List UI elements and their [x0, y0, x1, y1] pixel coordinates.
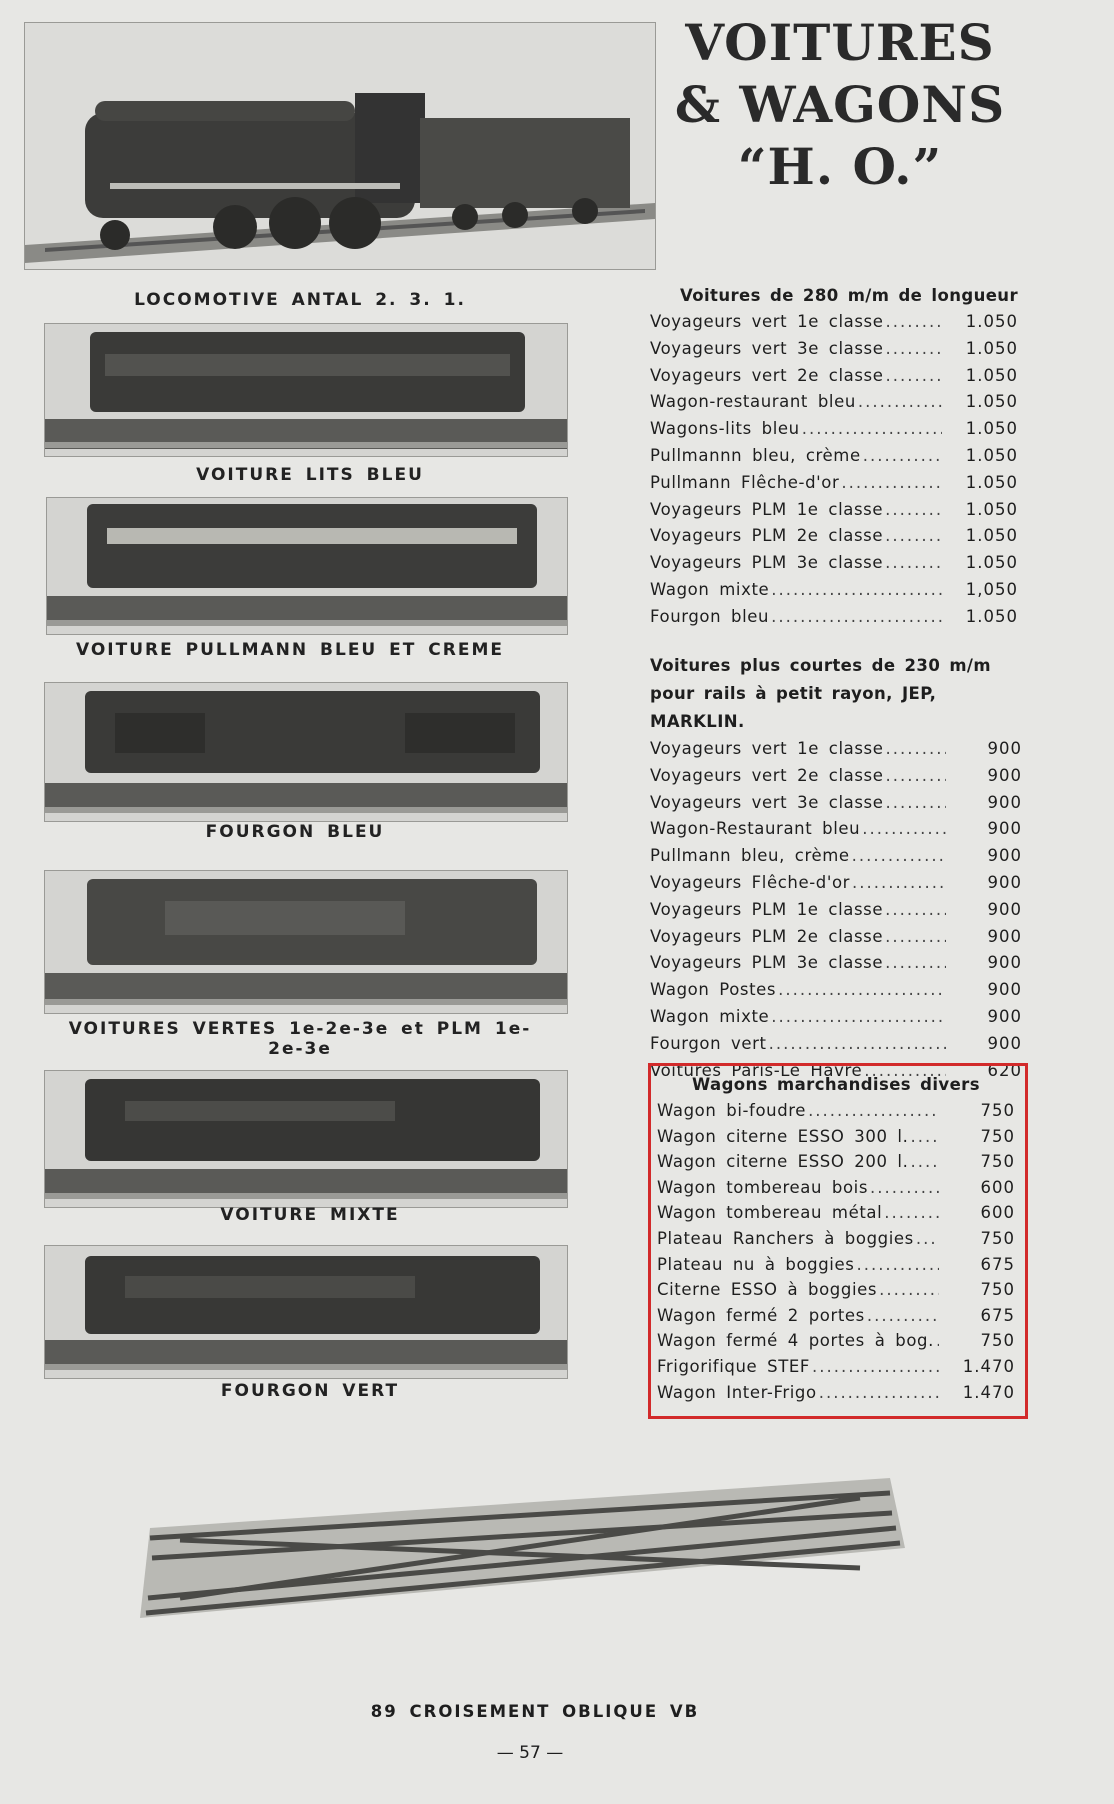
item-name: Voyageurs vert 3e classe	[650, 338, 884, 358]
item-price: 900	[987, 872, 1022, 892]
dot-leader	[808, 1098, 939, 1124]
price-row	[650, 870, 1022, 897]
item-name: Wagon-restaurant bleu	[650, 392, 856, 412]
dot-leader	[862, 816, 946, 843]
page-number: — 57 —	[496, 1743, 564, 1763]
price-row	[650, 816, 1022, 843]
price-row	[650, 363, 1018, 390]
price-row	[650, 550, 1018, 577]
item-price: 750	[980, 1228, 1015, 1248]
item-name: Voyageurs PLM 1e classe	[650, 499, 884, 519]
price-row	[650, 736, 1022, 763]
dot-leader	[886, 763, 946, 790]
photo-pullmann	[46, 497, 568, 635]
dot-leader	[885, 950, 946, 977]
dot-leader	[858, 389, 942, 416]
item-price: 900	[987, 792, 1022, 812]
item-name: Voitures Paris-Le Havre	[650, 1060, 863, 1080]
dot-leader	[879, 1277, 939, 1303]
item-name: Wagon mixte	[650, 579, 770, 599]
price-row	[657, 1226, 1015, 1252]
highlight-box-marchandises	[648, 1063, 1028, 1419]
item-name: Wagon tombereau métal	[657, 1203, 883, 1223]
item-price: 900	[987, 846, 1022, 866]
dot-leader	[916, 1226, 939, 1252]
item-price: 600	[980, 1177, 1015, 1197]
price-row	[650, 416, 1018, 443]
dot-leader	[812, 1354, 939, 1380]
photo-croisement	[120, 1468, 920, 1638]
item-name: Wagons-lits bleu	[650, 419, 800, 439]
caption-voitures-vertes: VOITURES VERTES 1e-2e-3e et PLM 1e-2e-3e	[68, 1019, 532, 1059]
price-row	[657, 1149, 1015, 1175]
price-row	[650, 977, 1022, 1004]
photo-fourgon-vert	[44, 1245, 568, 1379]
item-price: 1,050	[965, 579, 1018, 599]
item-price: 750	[980, 1126, 1015, 1146]
section-heading-230mm: Voitures plus courtes de 230 m/m pour rails à petit rayon, JEP, MARKLIN.	[650, 656, 991, 731]
photo-voiture-lits	[44, 323, 568, 457]
photo-voiture-mixte	[44, 1070, 568, 1208]
photo-voitures-vertes	[44, 870, 568, 1014]
item-name: Fourgon vert	[650, 1033, 767, 1053]
dot-leader	[884, 1200, 939, 1226]
item-price: 1.050	[965, 526, 1018, 546]
item-price: 1.470	[962, 1356, 1015, 1376]
item-name: Voyageurs vert 1e classe	[650, 312, 884, 331]
item-price: 1.050	[965, 392, 1018, 412]
item-name: Wagon fermé 2 portes	[657, 1305, 865, 1325]
page-title	[670, 12, 1010, 198]
item-name: Fourgon bleu	[650, 606, 770, 626]
item-name: Voyageurs PLM 1e classe	[650, 899, 884, 919]
item-price: 1.050	[965, 338, 1018, 358]
dot-leader	[769, 1031, 946, 1058]
dot-leader	[885, 497, 942, 524]
dot-leader	[802, 416, 942, 443]
price-row	[657, 1098, 1015, 1124]
item-name: Wagon fermé 4 portes à bog.	[657, 1331, 934, 1351]
price-row	[657, 1380, 1015, 1406]
item-name: Pullmannn bleu, crème	[650, 445, 861, 465]
item-price: 1.050	[965, 445, 1018, 465]
price-row	[657, 1277, 1015, 1303]
dot-leader	[885, 550, 942, 577]
price-row	[657, 1328, 1015, 1354]
locomotive-photo	[24, 22, 656, 270]
dot-leader	[852, 870, 946, 897]
price-row	[650, 389, 1018, 416]
item-name: Wagon bi-foudre	[657, 1101, 807, 1120]
item-name: Wagon mixte	[650, 1006, 770, 1026]
price-row	[650, 523, 1018, 550]
item-price: 900	[987, 953, 1022, 973]
dot-leader	[819, 1380, 939, 1406]
item-name: Wagon Postes	[650, 980, 777, 1000]
caption-fourgon-vert: FOURGON VERT	[220, 1381, 400, 1401]
item-name: Wagon citerne ESSO 200 l.	[657, 1152, 909, 1172]
price-row	[650, 1031, 1022, 1058]
section-heading-marchandises: Wagons marchandises divers	[692, 1075, 980, 1094]
dot-leader	[886, 736, 946, 763]
item-price: 1.050	[965, 472, 1018, 492]
item-price: 750	[980, 1101, 1015, 1120]
caption-locomotive: LOCOMOTIVE ANTAL 2. 3. 1.	[134, 290, 466, 310]
title-line-3: “H. O.”	[737, 137, 943, 196]
item-price: 1.470	[962, 1382, 1015, 1402]
price-list-230mm	[650, 652, 1022, 1084]
item-name: Voyageurs PLM 2e classe	[650, 926, 884, 946]
item-name: Voyageurs vert 2e classe	[650, 365, 884, 385]
item-price: 1.050	[965, 312, 1018, 331]
item-name: Frigorifique STEF	[657, 1356, 810, 1376]
dot-leader	[910, 1124, 939, 1150]
title-line-2: & WAGONS	[674, 75, 1006, 134]
dot-leader	[863, 443, 942, 470]
title-line-1: VOITURES	[685, 13, 995, 72]
item-name: Voyageurs PLM 3e classe	[650, 953, 884, 973]
dot-leader	[778, 977, 946, 1004]
item-name: Voyageurs PLM 2e classe	[650, 526, 884, 546]
dot-leader	[771, 577, 942, 604]
item-name: Plateau nu à boggies	[657, 1254, 855, 1274]
item-price: 900	[987, 819, 1022, 839]
caption-pullmann: VOITURE PULLMANN BLEU ET CREME	[76, 640, 504, 660]
price-row	[650, 443, 1018, 470]
item-price: 900	[987, 899, 1022, 919]
photo-fourgon-bleu	[44, 682, 568, 822]
price-row	[650, 843, 1022, 870]
price-row	[650, 604, 1018, 631]
item-name: Citerne ESSO à boggies	[657, 1280, 878, 1300]
price-row	[657, 1175, 1015, 1201]
dot-leader	[771, 604, 942, 631]
item-name: Wagon citerne ESSO 300 l.	[657, 1126, 909, 1146]
dot-leader	[870, 1175, 939, 1201]
price-list-marchandises	[651, 1066, 1025, 1405]
section-heading-280mm: Voitures de 280 m/m de longueur	[680, 286, 1018, 305]
item-price: 750	[980, 1331, 1015, 1351]
item-price: 900	[987, 980, 1022, 1000]
item-price: 900	[987, 765, 1022, 785]
item-price: 620	[987, 1060, 1022, 1080]
item-name: Wagon tombereau bois	[657, 1177, 869, 1197]
item-price: 750	[980, 1280, 1015, 1300]
item-name: Voyageurs Flêche-d'or	[650, 872, 851, 892]
price-row	[650, 577, 1018, 604]
caption-fourgon-bleu: FOURGON BLEU	[205, 822, 385, 842]
dot-leader	[886, 363, 942, 390]
dot-leader	[886, 309, 942, 336]
item-name: Voyageurs vert 3e classe	[650, 792, 884, 812]
item-price: 675	[980, 1254, 1015, 1274]
dot-leader	[936, 1328, 939, 1354]
dot-leader	[886, 336, 942, 363]
item-price: 1.050	[965, 606, 1018, 626]
item-name: Pullmann bleu, crème	[650, 846, 850, 866]
item-price: 675	[980, 1305, 1015, 1325]
item-price: 750	[980, 1152, 1015, 1172]
item-price: 1.050	[965, 365, 1018, 385]
price-row	[657, 1124, 1015, 1150]
dot-leader	[852, 843, 946, 870]
item-name: Wagon-Restaurant bleu	[650, 819, 861, 839]
dot-leader	[867, 1303, 939, 1329]
dot-leader	[886, 790, 946, 817]
item-price: 1.050	[965, 553, 1018, 573]
item-price: 900	[987, 1006, 1022, 1026]
dot-leader	[885, 897, 946, 924]
price-row	[650, 497, 1018, 524]
item-name: Voyageurs vert 1e classe	[650, 739, 884, 758]
caption-voiture-mixte: VOITURE MIXTE	[220, 1205, 400, 1225]
item-price: 1.050	[965, 499, 1018, 519]
price-row	[650, 336, 1018, 363]
item-name: Plateau Ranchers à boggies	[657, 1228, 914, 1248]
price-row	[650, 470, 1018, 497]
price-row	[650, 897, 1022, 924]
dot-leader	[841, 470, 942, 497]
item-price: 900	[987, 926, 1022, 946]
price-row	[650, 950, 1022, 977]
item-name: Voyageurs PLM 3e classe	[650, 553, 884, 573]
price-row	[657, 1354, 1015, 1380]
dot-leader	[771, 1004, 946, 1031]
item-name: Pullmann Flêche-d'or	[650, 472, 840, 492]
dot-leader	[885, 924, 946, 951]
dot-leader	[910, 1149, 939, 1175]
item-price: 600	[980, 1203, 1015, 1223]
price-row	[657, 1303, 1015, 1329]
dot-leader	[885, 523, 942, 550]
price-row	[650, 790, 1022, 817]
item-name: Wagon Inter-Frigo	[657, 1382, 817, 1402]
price-row	[657, 1252, 1015, 1278]
item-price: 1.050	[965, 419, 1018, 439]
item-price: 900	[987, 1033, 1022, 1053]
price-row	[650, 309, 1018, 336]
price-list-280mm	[650, 283, 1018, 631]
price-row	[650, 924, 1022, 951]
price-row	[657, 1200, 1015, 1226]
caption-croisement: 89 CROISEMENT OBLIQUE VB	[370, 1702, 700, 1721]
price-row	[650, 1004, 1022, 1031]
dot-leader	[856, 1252, 939, 1278]
item-price: 900	[987, 739, 1022, 758]
caption-voiture-lits: VOITURE LITS BLEU	[196, 465, 424, 485]
price-row	[650, 763, 1022, 790]
item-name: Voyageurs vert 2e classe	[650, 765, 884, 785]
